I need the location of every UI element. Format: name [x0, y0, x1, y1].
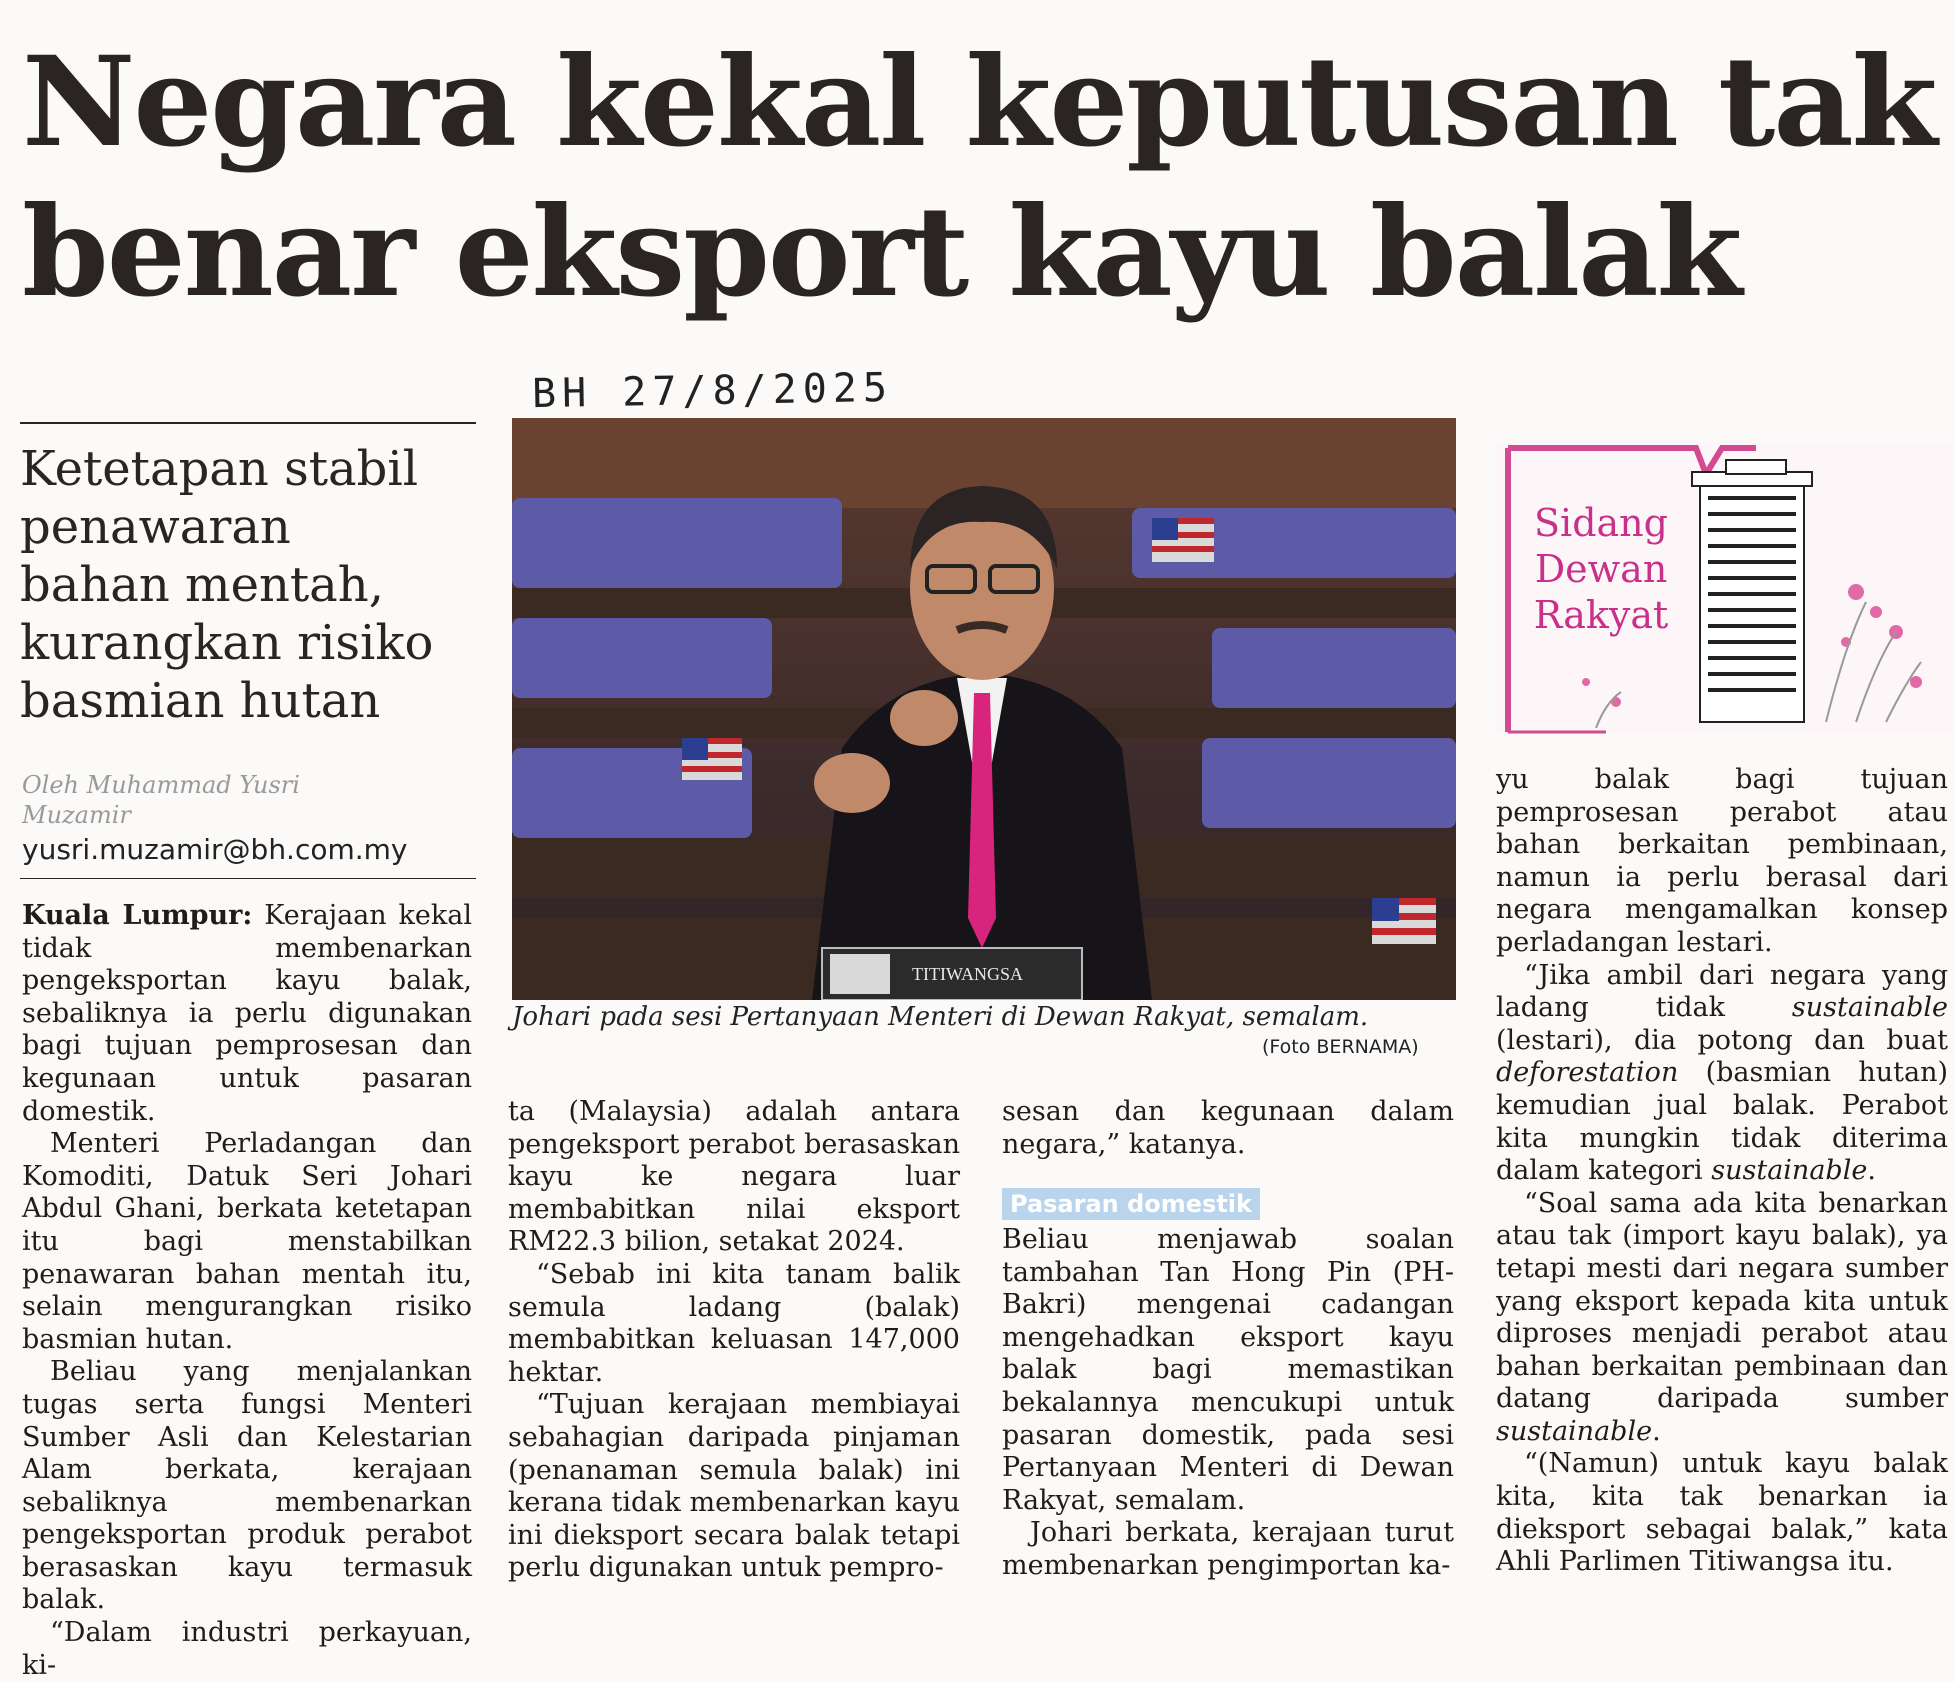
- standfirst-line: bahan mentah,: [20, 557, 384, 613]
- body-paragraph: Beliau menjawab soalan tambahan Tan Hong Pin (PH-Bakri) mengenai cadangan mengehadkan eksport kayu balak bagi memastikan bekalannya mencukupi untuk pasaran domestik, pada sesi Pertanyaan Menteri di Dewan Rakyat, semalam.: [1002, 1224, 1454, 1516]
- body-text: .: [1652, 1415, 1661, 1447]
- body-paragraph: “Tujuan kerajaan membiayai sebahagian daripada pinjaman (penanaman semula balak) ini kerana tidak membenarkan kayu ini dieksport secara balak tetapi perlu digunakan untuk pempro-: [508, 1389, 960, 1584]
- nameplate-text: TITIWANGSA: [912, 964, 1023, 984]
- body-paragraph: “(Namun) untuk kayu balak kita, kita tak benarkan ia dieksport sebagai balak,” kata Ahli Parlimen Titiwangsa itu.: [1496, 1448, 1948, 1578]
- byline-bottom-rule: [20, 878, 476, 879]
- body-text: Kerajaan kekal tidak membenarkan pengeksportan kayu balak, sebaliknya ia perlu digunakan bagi tujuan pemprosesan dan kegunaan untuk pasaran domestik.: [22, 900, 472, 1127]
- section-logo-word: Rakyat: [1533, 593, 1669, 637]
- body-paragraph: “Dalam industri perkayuan, ki-: [22, 1617, 472, 1681]
- standfirst-line: kurangkan risiko: [20, 615, 434, 671]
- body-paragraph: “Sebab ini kita tanam balik semula ladang (balak) membabitkan keluasan 147,000 hektar.: [508, 1258, 960, 1388]
- section-logo-word: Sidang: [1534, 501, 1668, 545]
- photo-credit: (Foto BERNAMA): [1262, 1036, 1419, 1058]
- body-text: “Jika ambil dari negara yang ladang tidak: [1496, 959, 1948, 1024]
- body-paragraph: [1496, 1188, 1948, 1449]
- standfirst-line: basmian hutan: [20, 673, 381, 729]
- body-paragraph: Menteri Perladangan dan Komoditi, Datuk Seri Johari Abdul Ghani, berkata ketetapan itu bagi menstabilkan penawaran bahan mentah itu, selain mengurangkan risiko basmian hutan.: [22, 1128, 472, 1355]
- standfirst-line: penawaran: [20, 499, 291, 555]
- byline-author-surname: Muzamir: [22, 801, 131, 829]
- body-text: (lestari), dia potong dan buat: [1496, 1024, 1948, 1056]
- body-text: “Soal sama ada kita benarkan atau tak (import kayu balak), ya tetapi mesti dari negara sumber yang eksport kepada kita untuk diproses menjadi perabot atau bahan berkaitan pembinaan dan datang daripada sumber: [1496, 1187, 1948, 1415]
- body-paragraph: [22, 900, 472, 1128]
- body-paragraph: [1496, 960, 1948, 1188]
- headline-line-1: Negara kekal keputusan tak: [22, 30, 1936, 175]
- body-column-3-continued: [1002, 1224, 1454, 1583]
- standfirst: [20, 440, 480, 730]
- author-email: yusri.muzamir@bh.com.my: [22, 833, 408, 866]
- standfirst-line: Ketetapan stabil: [20, 441, 419, 497]
- body-paragraph: ta (Malaysia) adalah antara pengeksport perabot berasaskan kayu ke negara luar membabitkan nilai eksport RM22.3 bilion, setakat 2024.: [508, 1096, 960, 1258]
- headline-line-2: benar eksport kayu balak: [22, 180, 1741, 325]
- body-text-italic: sustainable: [1496, 1415, 1653, 1447]
- body-column-3: [1002, 1096, 1454, 1161]
- headline: [22, 28, 1942, 328]
- photo-caption: Johari pada sesi Pertanyaan Menteri di Dewan Rakyat, semalam.: [512, 1002, 1369, 1032]
- news-photo: [512, 418, 1456, 1000]
- body-paragraph: Beliau yang menjalankan tugas serta fungsi Menteri Sumber Asli dan Kelestarian Alam berkata, kerajaan sebaliknya membenarkan pengeksportan produk perabot berasaskan kayu termasuk balak.: [22, 1356, 472, 1616]
- section-logo-text: [1516, 500, 1686, 638]
- body-paragraph: yu balak bagi tujuan pemprosesan perabot atau bahan berkaitan pembinaan, namun ia perlu berasal dari negara mengamalkan konsep perladangan lestari.: [1496, 764, 1948, 958]
- parliament-photo-illustration: [512, 418, 1456, 1000]
- dateline-city: Kuala Lumpur:: [22, 900, 253, 931]
- body-text-italic: sustainable: [1791, 992, 1948, 1024]
- subheading: Pasaran domestik: [1002, 1188, 1260, 1220]
- body-text: (basmian hutan) kemudian jual balak. Perabot kita mungkin tidak diterima dalam kategori: [1496, 1057, 1948, 1187]
- body-column-2: [508, 1096, 960, 1585]
- byline: [22, 770, 462, 830]
- byline-author: Oleh Muhammad Yusri: [22, 771, 300, 799]
- body-text: .: [1867, 1155, 1876, 1187]
- body-column-4: [1496, 764, 1948, 1579]
- section-logo-word: Dewan: [1534, 547, 1668, 591]
- body-column-1: [22, 900, 472, 1682]
- body-text-italic: deforestation: [1496, 1057, 1679, 1089]
- standfirst-top-rule: [20, 422, 476, 424]
- body-text-italic: sustainable: [1711, 1155, 1868, 1187]
- handwritten-date-note: BH 27/8/2025: [531, 364, 894, 418]
- body-paragraph: sesan dan kegunaan dalam negara,” katanya.: [1002, 1096, 1454, 1160]
- body-paragraph: Johari berkata, kerajaan turut membenarkan pengimportan ka-: [1002, 1517, 1454, 1581]
